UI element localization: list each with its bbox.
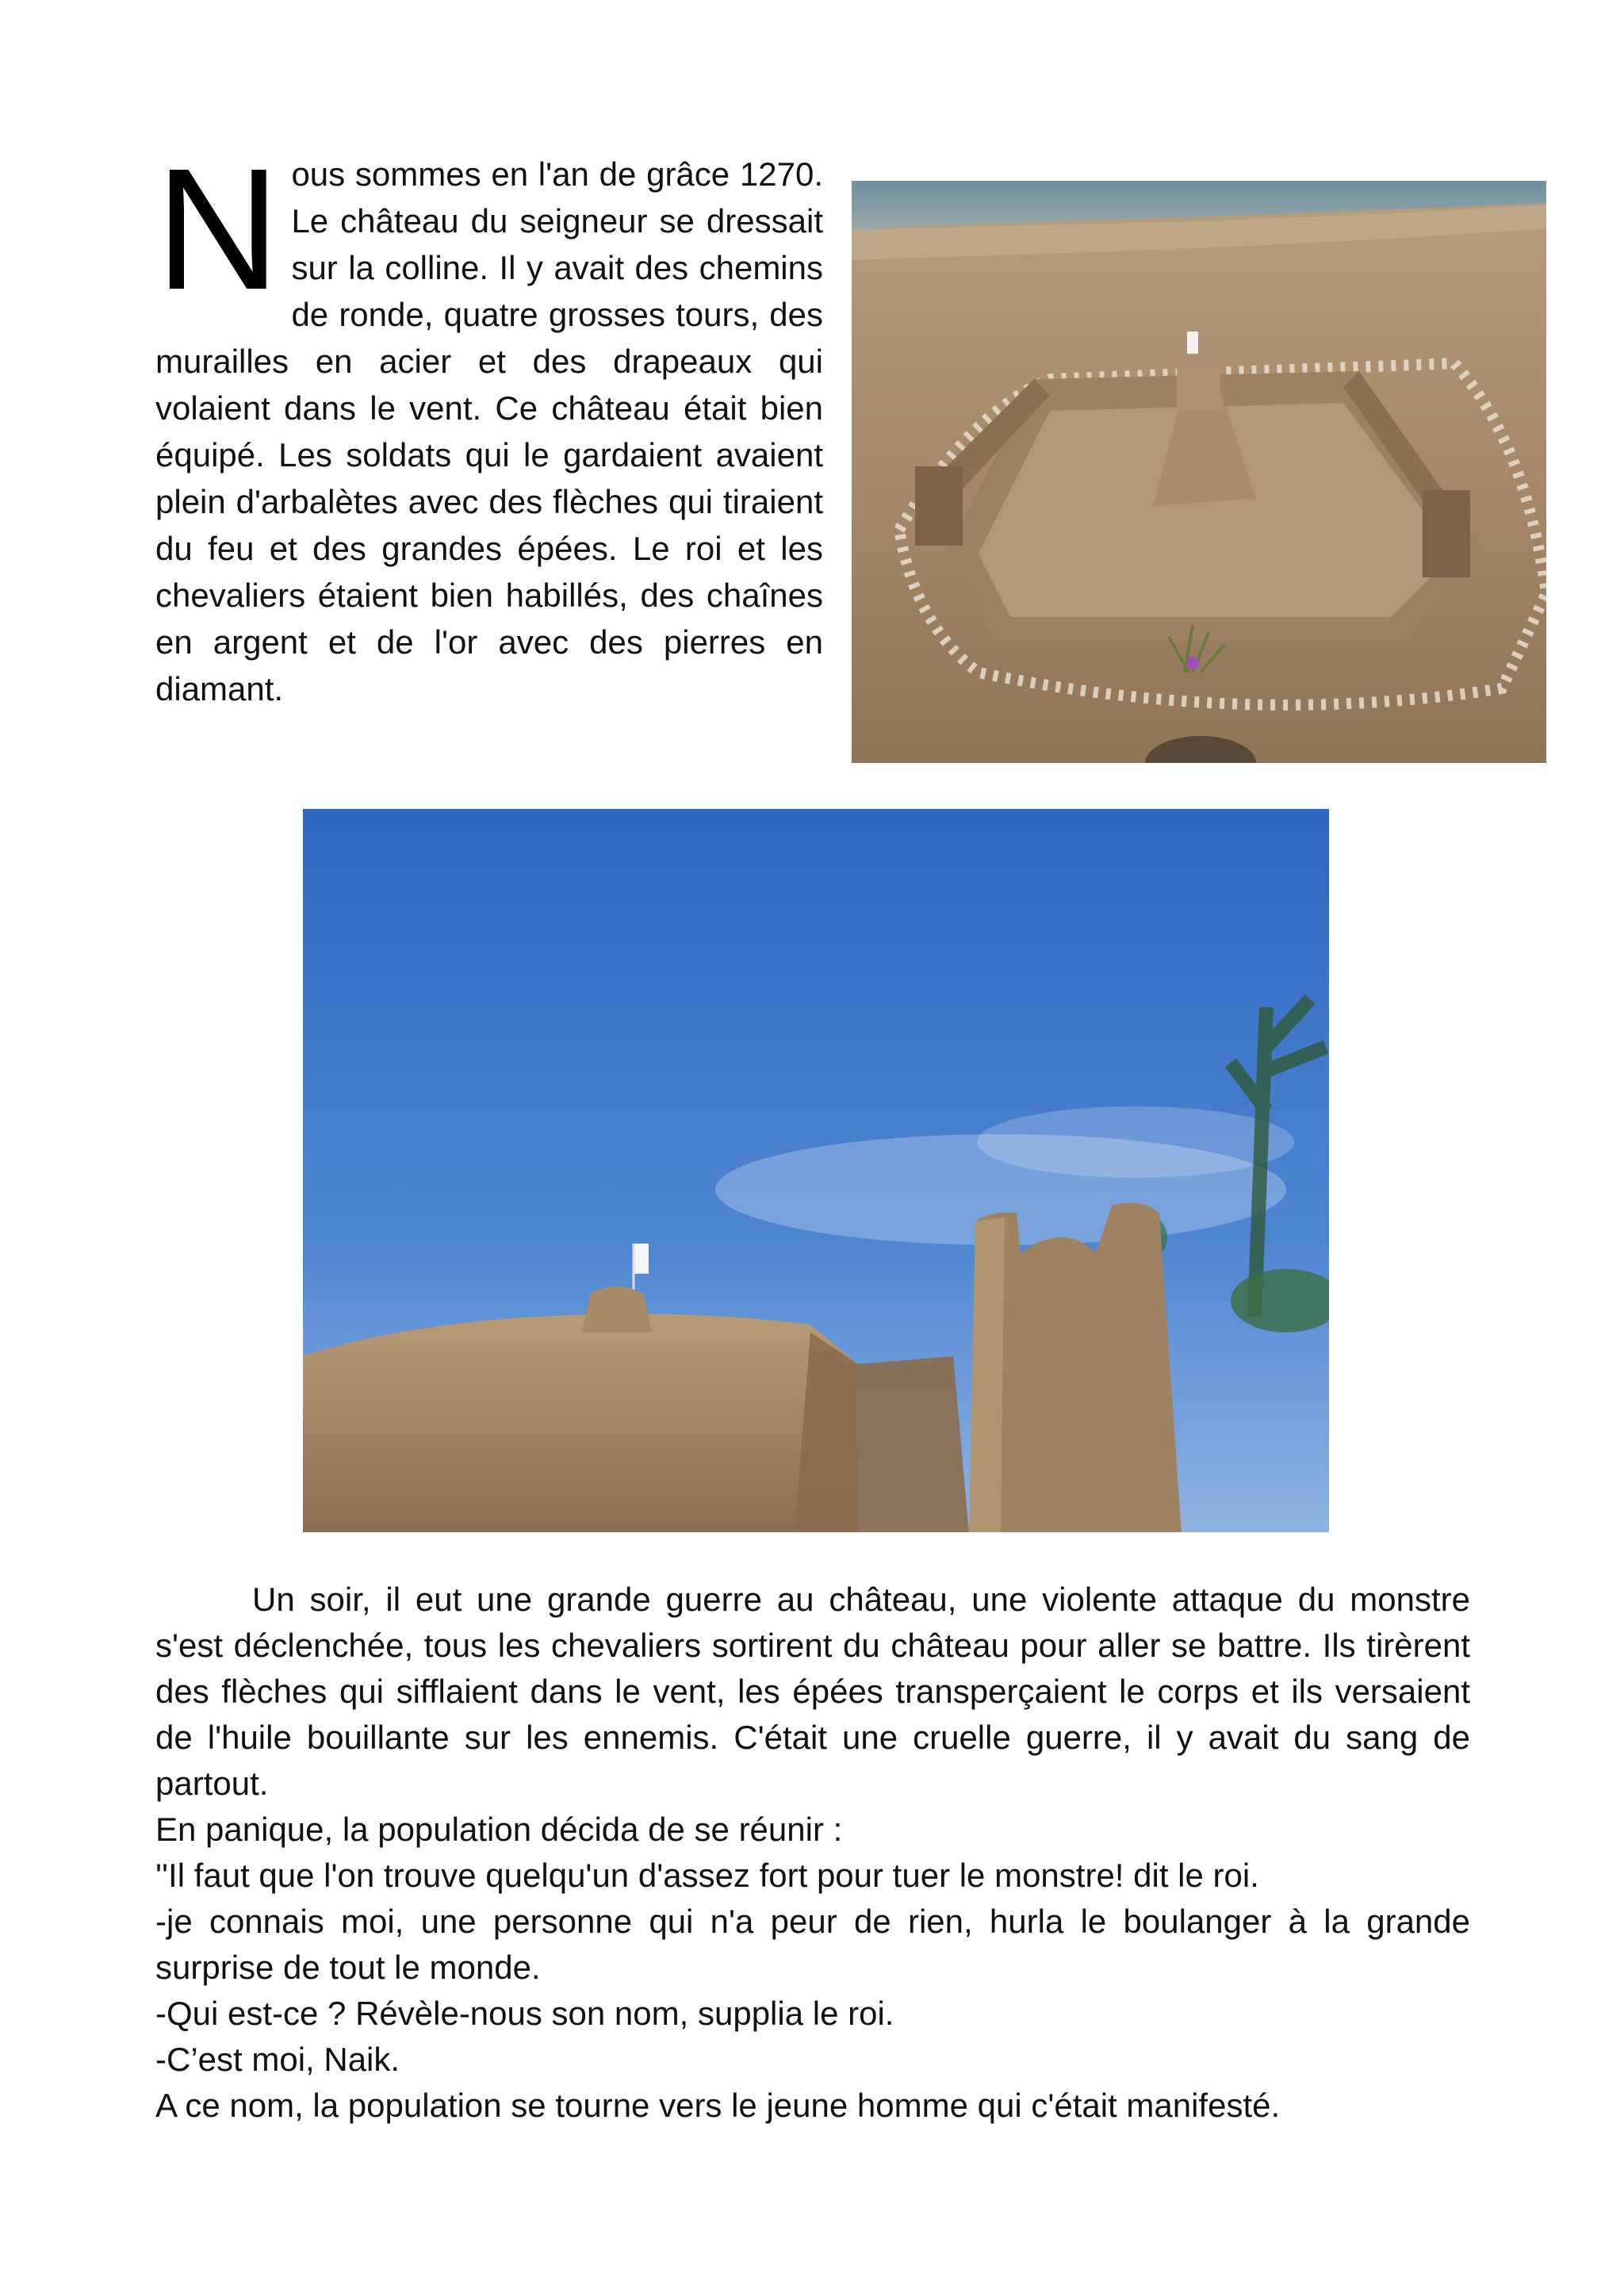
story-paragraph — [155, 1577, 1470, 1807]
story-line-4: -Qui est-ce ? Révèle-nous son nom, supplia le roi. — [155, 1995, 894, 2032]
story-line-6: A ce nom, la population se tourne vers le jeune homme qui c'était manifesté. — [155, 2087, 1281, 2124]
intro-text: ous sommes en l'an de grâce 1270. Le château du seigneur se dressait sur la colline. Il y avait des chemins de ronde, quatre grosses tours, des murailles en acier et des drapeaux qui volaient dans le vent. Ce château était bien équipé. Les soldats qui le gardaient avaient plein d'arbalètes avec des flèches qui tiraient du feu et des grandes épées. Le roi et les chevaliers étaient bien habillés, des chaînes en argent et de l'or avec des pierres en diamant. — [155, 155, 823, 707]
sandcastle-overhead-photo — [852, 181, 1546, 763]
sandcastle-towers-photo — [303, 809, 1329, 1532]
story-line-2: ''Il faut que l'on trouve quelqu'un d'assez fort pour tuer le monstre! dit le roi. — [155, 1857, 1259, 1894]
drop-cap-letter: N — [155, 133, 281, 326]
intro-paragraph — [155, 133, 823, 712]
story-line-5: -C’est moi, Naik. — [155, 2041, 400, 2078]
story-line-3: -je connais moi, une personne qui n'a peur de rien, hurla le boulanger à la grande surprise de tout le monde. — [155, 1903, 1470, 1986]
story-line-1: En panique, la population décida de se réunir : — [155, 1811, 843, 1848]
story-paragraph-text: Un soir, il eut une grande guerre au château, une violente attaque du monstre s'est déclenchée, tous les chevaliers sortirent du château pour aller se battre. Ils tirèrent des flèches qui sifflaient dans le vent, les épées transperçaient le corps et ils versaient de l'huile bouillante sur les ennemis. C'était une cruelle guerre, il y avait du sang de partout. — [155, 1581, 1470, 1802]
